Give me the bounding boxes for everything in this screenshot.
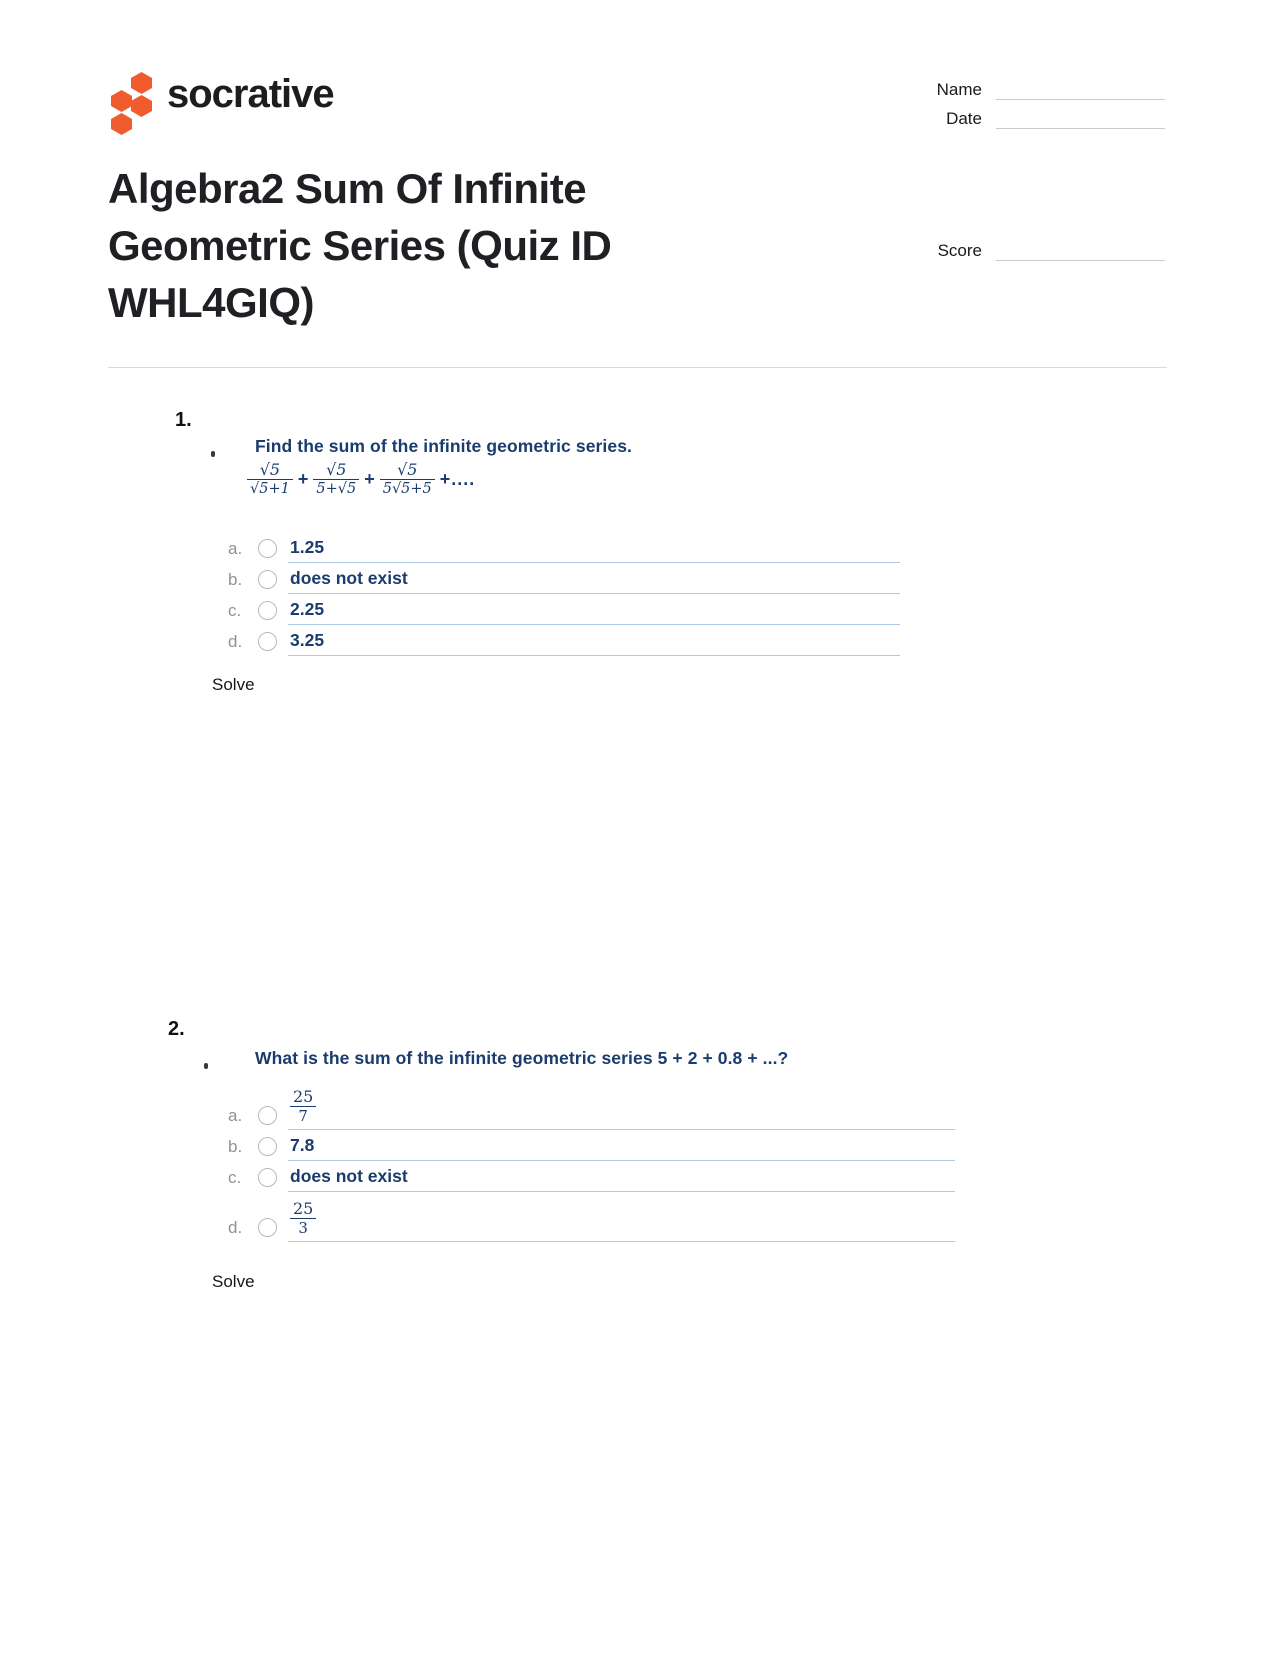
list-marker (211, 451, 215, 457)
fraction (247, 460, 293, 498)
radio-button[interactable] (258, 1137, 277, 1156)
radio-button[interactable] (258, 632, 277, 651)
divider (108, 367, 1167, 368)
score-blank-line (996, 241, 1165, 261)
question-number: 1. (175, 409, 192, 431)
option-value: 3.25 (288, 630, 900, 656)
fraction-numerator: 25 (290, 1087, 316, 1107)
answer-option (228, 1130, 955, 1161)
score-label: Score (937, 241, 982, 260)
hexagon-icon (111, 113, 132, 135)
option-value: does not exist (288, 1166, 955, 1192)
question-number: 2. (168, 1018, 185, 1040)
fraction-denominator: √5+1 (247, 479, 293, 498)
answer-option (228, 1080, 955, 1130)
radio-button[interactable] (258, 1106, 277, 1125)
option-letter: b. (228, 570, 243, 589)
answer-option (228, 563, 900, 594)
plus-operator: + (297, 468, 309, 489)
solve-label: Solve (212, 675, 255, 694)
option-letter: a. (228, 539, 243, 558)
option-value: does not exist (288, 568, 900, 594)
name-label: Name (936, 80, 982, 99)
fraction-numerator: √5 (326, 460, 347, 479)
hexagon-icon (111, 90, 132, 112)
question-prompt: What is the sum of the infinite geometric series 5 + 2 + 0.8 + ...? (255, 1048, 789, 1068)
fraction-denominator: 7 (298, 1107, 308, 1125)
fraction (290, 1087, 316, 1125)
list-marker (204, 1063, 208, 1069)
series-ellipsis: +.... (439, 468, 476, 489)
question-1 (0, 405, 1275, 725)
date-field (850, 107, 1165, 129)
answer-option (228, 1161, 955, 1192)
answer-option (228, 594, 900, 625)
option-value: 1.25 (288, 537, 900, 563)
radio-button[interactable] (258, 1218, 277, 1237)
page-title: Algebra2 Sum Of Infinite Geometric Series (Quiz ID WHL4GIQ) (108, 165, 612, 326)
option-letter: c. (228, 1168, 242, 1187)
answer-option (228, 625, 900, 656)
fraction (290, 1199, 316, 1237)
radio-button[interactable] (258, 601, 277, 620)
hexagon-icon (131, 95, 152, 117)
answer-option (228, 1192, 955, 1242)
question-2 (0, 1014, 1275, 1314)
date-label: Date (946, 109, 982, 128)
option-value (288, 1198, 955, 1242)
fraction-denominator: 3 (298, 1219, 308, 1237)
name-field (850, 78, 1165, 100)
option-value: 7.8 (288, 1135, 955, 1161)
fraction-numerator: 25 (290, 1199, 316, 1219)
plus-operator: + (364, 468, 375, 489)
option-letter: c. (228, 601, 242, 620)
answer-option (228, 532, 900, 563)
radio-button[interactable] (258, 1168, 277, 1187)
answer-options (228, 532, 900, 656)
score-field (850, 239, 1165, 261)
hexagon-icon (131, 72, 152, 94)
option-letter: b. (228, 1137, 243, 1156)
question-prompt: Find the sum of the infinite geometric series. (255, 436, 633, 456)
name-blank-line (996, 80, 1165, 100)
fraction-numerator: √5 (259, 460, 281, 479)
radio-button[interactable] (258, 570, 277, 589)
option-value (288, 1086, 955, 1130)
solve-label: Solve (212, 1272, 255, 1291)
fraction-numerator: √5 (397, 460, 418, 479)
socrative-logo (109, 70, 429, 136)
date-blank-line (996, 109, 1165, 129)
option-value: 2.25 (288, 599, 900, 625)
option-letter: d. (228, 632, 243, 651)
fraction-denominator: 5+√5 (313, 479, 359, 498)
brand-wordmark: socrative (167, 72, 334, 116)
radio-button[interactable] (258, 539, 277, 558)
fraction-denominator: 5√5+5 (380, 479, 435, 498)
option-letter: a. (228, 1106, 243, 1125)
fraction (380, 460, 435, 498)
fraction (313, 460, 359, 498)
answer-options (228, 1080, 955, 1242)
option-letter: d. (228, 1218, 243, 1237)
math-formula (247, 460, 475, 498)
